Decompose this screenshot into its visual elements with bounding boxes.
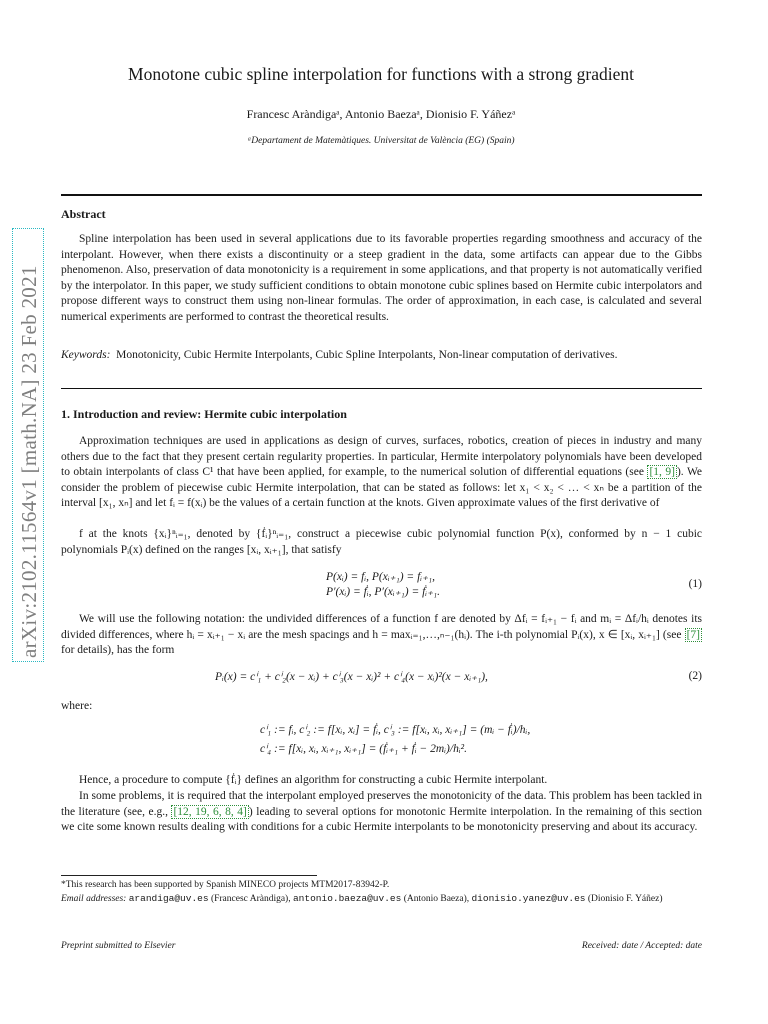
email-owner: (Antonio Baeza), [403,894,470,904]
equation-1-line-1: P(xᵢ) = fᵢ, P(xᵢ₊₁) = fᵢ₊₁, [326,571,436,583]
email-link[interactable]: antonio.baeza@uv.es [292,893,402,904]
intro-paragraph-3 [61,612,702,659]
footer-preprint: Preprint submitted to Elsevier [61,941,176,951]
keywords-label: Keywords: [61,349,111,361]
intro-p1-text-b: ). We consider the problem of piecewise cubic Hermite interpolation, that can be stated as follows: let x₁ < x₂ < … < xₙ be a partition of the interval [x₁, xₙ] and let fᵢ = f(xᵢ) be the values of a certain function at the knots. Given approximate values of the first derivative of [61,466,702,510]
arxiv-stamp[interactable]: arXiv:2102.11564v1 [math.NA] 23 Feb 2021 [17,265,41,658]
paper-title: Monotone cubic spline interpolation for functions with a strong gradient [128,64,634,84]
section-heading: 1. Introduction and review: Hermite cubic interpolation [61,407,347,421]
citation-link[interactable]: [7] [686,628,700,641]
intro-paragraph-2: f at the knots {xᵢ}ⁿᵢ₌₁, denoted by {ḟᵢ}ⁿᵢ₌₁, construct a piecewise cubic polynomial function P(x), conformed by n − 1 cubic polynomials Pᵢ(x) defined on the ranges [xᵢ, xᵢ₊₁], that satisfy [61,528,702,556]
top-rule [61,194,702,196]
intro-paragraph-1 [61,434,702,512]
footer-dates: Received: date / Accepted: date [581,941,702,951]
equation-2: Pᵢ(x) = cⁱ₁ + cⁱ₂(x − xᵢ) + cⁱ₃(x − xᵢ)² + cⁱ₄(x − xᵢ)²(x − xᵢ₊₁), [215,671,488,683]
equation-3-line-2: cⁱ₄ := f[xᵢ, xᵢ, xᵢ₊₁, xᵢ₊₁] = (ḟᵢ₊₁ + ḟᵢ − 2mᵢ)/hᵢ². [260,743,467,755]
equation-1-number: (1) [688,578,702,590]
intro-paragraph-5 [61,789,702,836]
keywords [61,348,702,364]
abstract-heading: Abstract [61,207,106,221]
equation-2-number: (2) [688,670,702,682]
intro-p5-text-a: In some problems, it is required that the interpolant employed preserves the monotonicity of the data. This problem has been tackled in the literature (see, e.g., [61,790,702,818]
equation-1 [326,570,440,600]
equation-1-line-2: P′(xᵢ) = ḟᵢ, P′(xᵢ₊₁) = ḟᵢ₊₁. [326,586,441,598]
abstract-text: Spline interpolation has been used in several applications due to its favorable properties regarding smoothness and accuracy of the interpolant. However, when there exists a discontinuity or a steep gradient in the data, some artifacts can appear due to the Gibbs phenomenon. Also, preservation of data monotonicity is a requirement in some applications, and that property is not automatically verified by the interpolator. In this paper, we study sufficient conditions to obtain monotone cubic splines based on Hermite cubic interpolators and propose different ways to construct them using non-linear formulas. The order of approximation, in each case, is calculated and several numerical experiments are performed to contrast the theoretical results. [61,233,702,323]
equation-3 [260,721,530,759]
author-list: Francesc Aràndigaᵃ, Antonio Baezaᵃ, Dionisio F. Yáñezᵃ [246,107,516,121]
footnote-emails [61,892,702,906]
email-link[interactable]: dionisio.yanez@uv.es [471,893,586,904]
intro-p1-text-a: Approximation techniques are used in applications as design of curves, surfaces, robotics, creation of pieces in industry and many others due to the fact that they present certain regularity properties. In particular, Hermite interpolatory polynomials have been developed to obtain interpolants of class C¹ that have been applied, for example, to the numerical solution of differential equations (see [61,435,702,479]
intro-paragraph-4: Hence, a procedure to compute {ḟᵢ} defines an algorithm for constructing a cubic Hermite interpolant. [79,774,548,786]
email-owner: (Francesc Aràndiga), [210,894,291,904]
intro-p5-text-b: ) leading to several options for monotonic Hermite interpolation. In the remaining of this section we cite some known results dealing with conditions for a cubic Hermite interpolants to be monotonicity preserving and about its accuracy. [61,805,702,834]
footnote-funding: *This research has been supported by Spanish MINECO projects MTM2017-83942-P. [61,880,390,890]
where-label: where: [61,700,93,712]
abstract-bottom-rule [61,388,702,389]
email-label: Email addresses: [61,894,127,904]
intro-p3-text-b: for details), has the form [61,644,175,657]
citation-link[interactable]: [1, 9] [649,466,675,479]
equation-3-line-1: cⁱ₁ := fᵢ, cⁱ₂ := f[xᵢ, xᵢ] = ḟᵢ, cⁱ₃ := f[xᵢ, xᵢ, xᵢ₊₁] = (mᵢ − ḟᵢ)/hᵢ, [260,724,531,736]
footnote-rule [61,875,317,876]
intro-p3-text-a: We will use the following notation: the undivided differences of a function f are denoted by Δfᵢ = fᵢ₊₁ − fᵢ and mᵢ = Δfᵢ/hᵢ denotes its divided differences, where hᵢ = xᵢ₊₁ − xᵢ are the mesh spacings and h = maxᵢ₌₁,…,ₙ₋₁(hᵢ). The i-th polynomial Pᵢ(x), x ∈ [xᵢ, xᵢ₊₁] (see [61,613,702,641]
citation-link[interactable]: [12, 19, 6, 8, 4] [173,805,247,818]
email-owner: (Dionisio F. Yáñez) [587,894,663,904]
email-link[interactable]: arandiga@uv.es [128,893,209,904]
keywords-list: Monotonicity, Cubic Hermite Interpolants, Cubic Spline Interpolants, Non-linear computation of derivatives. [116,349,618,361]
affiliation: ᵃDepartament de Matemàtiques. Universitat de València (EG) (Spain) [247,136,515,146]
